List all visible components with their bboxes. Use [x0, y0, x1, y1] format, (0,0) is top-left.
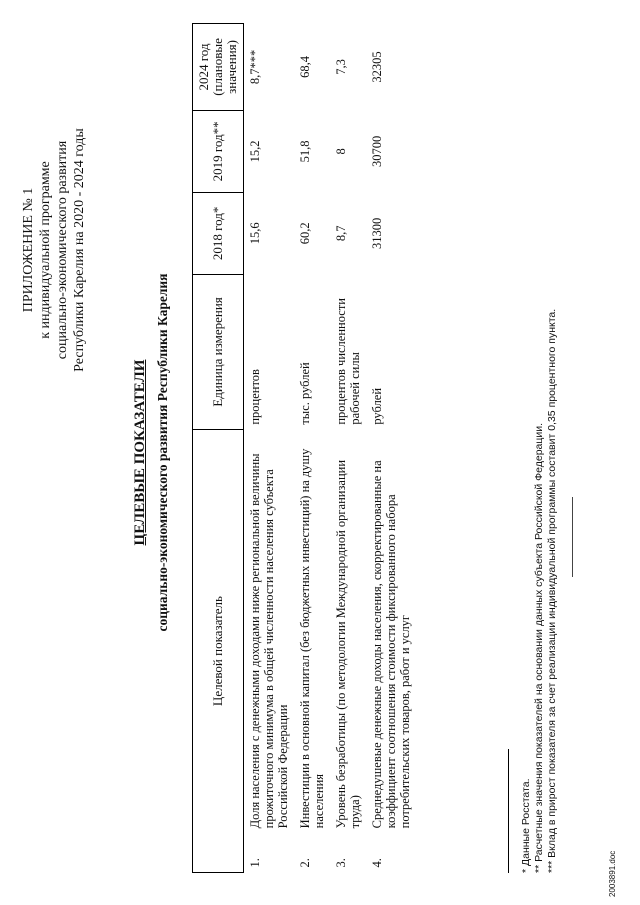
- row-value-2024: 8,7***: [248, 49, 262, 85]
- row-number: 2.: [298, 858, 312, 868]
- row-value-2018: 31300: [370, 217, 384, 249]
- appendix-line-4: Республики Карелия на 2020 - 2024 годы: [72, 128, 87, 372]
- row-number: 3.: [334, 858, 348, 868]
- document-title: ЦЕЛЕВЫЕ ПОКАЗАТЕЛИ: [132, 359, 148, 546]
- table-row: [330, 24, 366, 873]
- header-unit: Единица измерения: [193, 274, 244, 429]
- table-row: [244, 24, 295, 873]
- row-value-2019: 51,8: [298, 140, 312, 163]
- header-2019: 2019 год**: [193, 110, 244, 192]
- table-header-row: [193, 24, 244, 873]
- footnote-2: ** Расчетные значения показателей на основании данных субъекта Российской Федерации.: [533, 422, 545, 873]
- header-indicator: Целевой показатель: [193, 430, 244, 873]
- row-value-2024: 68,4: [298, 56, 312, 78]
- header-2018: 2018 год*: [193, 192, 244, 274]
- row-value-2024: 7,3: [334, 59, 348, 75]
- appendix-line-3: социально-экономического развития: [55, 140, 70, 360]
- row-value-2019: 30700: [370, 135, 384, 167]
- row-indicator: Среднедушевые денежные доходы населения, скорректированные на коэффициент соотношения стоимости фиксированного набора потребительских товаров, работ и услуг: [370, 460, 412, 829]
- footnotes: [520, 73, 559, 873]
- footnote-1: * Данные Росстата.: [520, 778, 532, 873]
- indicators-table: [192, 23, 416, 873]
- row-number: 4.: [370, 858, 384, 868]
- row-indicator: Доля населения с денежными доходами ниже региональной величины прожиточного минимума в общей численности населения субъекта Российской Федерации: [248, 453, 290, 829]
- appendix-line-2: к индивидуальной программе: [38, 161, 53, 339]
- row-unit: тыс. рублей: [298, 362, 312, 425]
- row-value-2018: 60,2: [298, 222, 312, 245]
- table-row: [294, 24, 330, 873]
- header-2024: 2024 год (плановые значения): [193, 24, 244, 111]
- row-unit: рублей: [370, 387, 384, 425]
- heading-block: [132, 0, 171, 905]
- document-subtitle: социально-экономического развития Республики Карелия: [155, 273, 170, 632]
- footnote-3: *** Вклад в прирост показателя за счет реализации индивидуальной программы составит 0,35 процентного пункта.: [546, 308, 558, 873]
- row-indicator: Уровень безработицы (по методологии Международной организации труда): [334, 459, 362, 829]
- footnote-separator: [508, 749, 509, 873]
- row-value-2024: 32305: [370, 51, 384, 83]
- row-unit: процентов: [248, 369, 262, 425]
- appendix-line-1: ПРИЛОЖЕНИЕ № 1: [21, 187, 36, 313]
- row-number: 1.: [248, 858, 262, 868]
- row-value-2018: 8,7: [334, 225, 348, 242]
- row-value-2019: 15,2: [248, 140, 262, 163]
- row-indicator: Инвестиции в основной капитал (без бюджетных инвестиций) на душу населения: [298, 448, 326, 829]
- end-rule: [572, 497, 573, 577]
- row-value-2018: 15,6: [248, 222, 262, 245]
- appendix-block: [20, 30, 88, 470]
- document-reference: 2003891.doc: [608, 850, 617, 897]
- row-value-2019: 8: [334, 148, 348, 155]
- table-row: [366, 24, 416, 873]
- row-unit: процентов численности рабочей силы: [334, 298, 362, 425]
